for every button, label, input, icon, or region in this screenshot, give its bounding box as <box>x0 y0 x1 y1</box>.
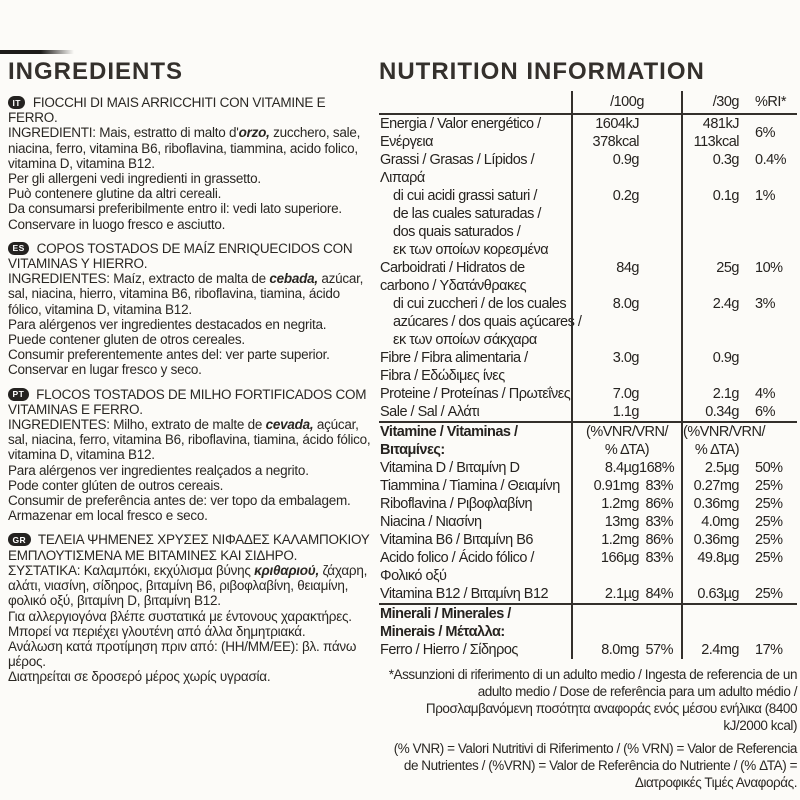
row-label-line: Minerais / Μέταλλα: <box>380 624 505 640</box>
nutrition-footnotes <box>379 666 797 791</box>
product-name-line <box>8 387 376 417</box>
cell-per100 <box>571 641 683 659</box>
percent-vnr-per100: 83% <box>645 550 673 566</box>
cell-per30 <box>683 513 751 531</box>
percent-vnr-per100 <box>639 385 681 403</box>
row-label-line: Fibra / Εδώδιμες ίνες <box>380 368 505 384</box>
nutrition-panel <box>379 58 797 797</box>
language-badge: ES <box>8 242 29 255</box>
cell-ri: 25% <box>755 532 783 548</box>
value-line: 481kJ <box>702 116 739 132</box>
row-label-line: Λιπαρά <box>380 170 425 186</box>
vitamin-row <box>379 459 797 477</box>
unit-line: (%VNR/VRN/ <box>683 424 766 440</box>
value-line: 84g <box>616 260 639 276</box>
value-per100 <box>573 531 639 549</box>
value-line: 1.1g <box>612 404 639 420</box>
row-label <box>379 187 571 259</box>
allergen-word: cebada, <box>269 271 318 287</box>
ingredients-section <box>8 95 376 232</box>
value-per100 <box>573 477 639 495</box>
product-name-text: FIOCCHI DI MAIS ARRICCHITI CON VITAMINE E FERRO. <box>8 95 326 126</box>
language-badge: GR <box>8 533 31 546</box>
cell-ri: 25% <box>755 514 783 530</box>
ingredients-sections <box>8 95 376 685</box>
row-label <box>379 549 571 585</box>
cell-ri: 25% <box>755 586 783 602</box>
value-line: 0.2g <box>612 188 639 204</box>
cell-per100 <box>571 349 683 385</box>
cell-per30 <box>683 585 751 603</box>
value-line: 0.34g <box>705 404 739 420</box>
row-label-line: Carboidrati / Hidratos de <box>380 260 525 276</box>
cell-per100 <box>571 549 683 585</box>
row-label-line: dos quais saturados / <box>393 224 521 240</box>
ingredients-prefix: INGREDIENTES: Milho, extrato de malte de <box>8 417 266 433</box>
cell-per100 <box>571 151 683 187</box>
language-badge: PT <box>8 388 29 401</box>
unit-line: % ΔΤΑ) <box>694 442 740 458</box>
cell-per30 <box>683 549 751 585</box>
cell-per100 <box>571 459 683 477</box>
value-line: 2.1g <box>712 386 739 402</box>
value-line: 0.36mg <box>693 532 739 548</box>
cell-ri: 25% <box>755 550 783 566</box>
allergen-word: κριθαριού, <box>254 562 319 578</box>
row-label <box>379 349 571 385</box>
note-line: Para alérgenos ver ingredientes realçados a negrito. <box>8 462 309 478</box>
row-label-line: carbono / Υδατάνθρακες <box>380 278 527 294</box>
row-label-line: Ενέργεια <box>380 134 433 150</box>
col-header-ri: %RI* <box>755 94 787 110</box>
cell-per100 <box>571 605 683 641</box>
value-per100 <box>573 641 639 659</box>
row-label <box>379 477 571 495</box>
row-label <box>379 295 582 349</box>
cell-ri: 6% <box>755 404 775 420</box>
percent-vnr-per100: 86% <box>645 496 673 512</box>
table-row <box>379 295 797 349</box>
vitamin-row <box>379 549 797 585</box>
value-line: 25g <box>716 260 739 276</box>
note-line: Μπορεί να περιέχει γλουτένη από άλλα δημητριακά. <box>8 623 306 639</box>
col-header-per100 <box>571 91 683 113</box>
minerals-header-row <box>379 603 797 641</box>
product-name-text: COPOS TOSTADOS DE MAÍZ ENRIQUECIDOS CON VITAMINAS Y HIERRO. <box>8 240 353 272</box>
value-line: 0.1g <box>712 188 739 204</box>
cell-per100 <box>571 115 683 151</box>
row-label <box>379 513 571 531</box>
cell-per30 <box>683 187 751 259</box>
row-label <box>379 259 571 295</box>
value-line: 3.0g <box>612 350 639 366</box>
row-label-line: Fibre / Fibra alimentaria / <box>380 350 528 366</box>
row-label-line: Vitamine / Vitaminas / <box>380 424 518 440</box>
percent-vnr-per100 <box>639 259 681 295</box>
cell-per100 <box>571 423 683 459</box>
value-per100 <box>573 549 639 585</box>
col-header-text: /100g <box>610 94 644 110</box>
footnote-reference-intake: *Assunzioni di riferimento di un adulto medio / Ingesta de referencia de un adulto medio / Dose de referência para um adulto médio / Προσλαμβανόμενη ποσότητα αναφοράς ενός μέσου ενήλικα (8400 kJ/2000 kcal) <box>388 667 797 733</box>
value-per100 <box>573 187 639 259</box>
row-label <box>379 459 571 477</box>
row-label-line: Βιταμίνες: <box>380 442 445 458</box>
ingredients-section <box>8 241 376 378</box>
note-line: Para alérgenos ver ingredientes destacados en negrita. <box>8 316 327 332</box>
cell-per100 <box>571 513 683 531</box>
ingredients-suffix: azúcar, sal, niacina, hierro, vitamina B6, riboflavina, tiamina, ácido fólico, vitamina D, vitamina B12. <box>8 271 364 317</box>
percent-vnr-per100: 83% <box>645 514 673 530</box>
vitamin-row <box>379 477 797 495</box>
cell-ri: 3% <box>755 296 775 312</box>
row-label-line: Vitamina B6 / Βιταμίνη B6 <box>380 532 533 548</box>
percent-vnr-per100: 83% <box>645 478 673 494</box>
value-line: 1604kJ <box>595 116 639 132</box>
nutrition-table <box>379 91 797 659</box>
value-line: 2.5µg <box>704 460 739 476</box>
ingredients-prefix: ΣΥΣΤΑΤΙΚΑ: Καλαμπόκι, εκχύλισμα βύνης <box>8 562 255 578</box>
product-name-line <box>8 241 376 271</box>
header-spacer <box>379 91 571 113</box>
cell-ri: 0.4% <box>755 152 787 168</box>
row-label-line: Proteine / Proteínas / Πρωτεΐνες <box>380 386 571 402</box>
product-name-text: FLOCOS TOSTADOS DE MILHO FORTIFICADOS COM VITAMINAS E FERRO. <box>8 386 367 417</box>
cell-per30 <box>683 605 751 641</box>
cell-per100 <box>571 495 683 513</box>
cell-ri: 1% <box>755 188 775 204</box>
cell-ri <box>751 423 796 459</box>
product-name-text: ΤΕΛΕΙΑ ΨΗΜΕΝΕΣ ΧΡΥΣΕΣ ΝΙΦΑΔΕΣ ΚΑΛΑΜΠΟΚΙΟΥ ΕΜΠΛΟΥΤΙΣΜΕΝΑ ΜΕ ΒΙΤΑΜΙΝΕΣ ΚΑΙ ΣΙΔΗΡΟ. <box>8 532 370 563</box>
value-line: 0.36mg <box>693 496 739 512</box>
percent-vnr-per100 <box>639 349 681 385</box>
row-label <box>379 531 571 549</box>
row-label-line: εκ των οποίων σάκχαρα <box>393 332 537 348</box>
table-row <box>379 385 797 403</box>
value-line: 0.9g <box>612 152 639 168</box>
percent-vnr-per100 <box>639 187 681 259</box>
row-label <box>379 385 571 403</box>
cell-per100 <box>571 585 683 603</box>
row-label-line: Φολικό οξύ <box>380 568 447 584</box>
ingredients-title: INGREDIENTS <box>8 58 184 85</box>
cell-per100 <box>571 259 683 295</box>
product-name-line <box>8 532 376 562</box>
table-header-row <box>379 91 797 115</box>
value-per100 <box>573 151 639 187</box>
value-line: 8.4µg <box>604 460 639 476</box>
cell-per100 <box>571 295 683 349</box>
row-label <box>379 605 571 641</box>
ingredients-prefix: INGREDIENTES: Maíz, extracto de malta de <box>8 271 270 287</box>
value-per100 <box>573 385 639 403</box>
table-row <box>379 403 797 421</box>
unit-header-per100 <box>573 423 681 459</box>
vitamin-row <box>379 513 797 531</box>
nutrition-title: NUTRITION INFORMATION <box>379 58 705 85</box>
value-line: 8.0g <box>612 296 639 312</box>
percent-vnr-per100: 86% <box>645 532 673 548</box>
value-per100 <box>573 495 639 513</box>
value-per100 <box>573 403 639 421</box>
vitamins-header-row <box>379 421 797 459</box>
cell-ri <box>751 349 796 385</box>
cell-per30 <box>683 295 751 349</box>
vitamin-row <box>379 531 797 549</box>
table-row <box>379 151 797 187</box>
row-label-line: azúcares / dos quais açúcares / <box>393 314 582 330</box>
unit-line: % ΔΤΑ) <box>604 442 650 458</box>
row-label <box>379 495 571 513</box>
footnote-vnr-definition: (% VNR) = Valori Nutritivi di Riferimento / (% VRN) = Valor de Referencia de Nutrientes / (%VRN) = Valor de Referência do Nutriente / (% ΔΤΑ) = Διατροφικές Τιμές Αναφοράς. <box>393 741 797 790</box>
row-label-line: Ferro / Hierro / Σίδηρος <box>380 642 518 658</box>
cell-ri: 50% <box>755 460 783 476</box>
value-per100 <box>573 349 639 385</box>
ingredients-list-line <box>8 417 376 463</box>
note-line: Puede contener gluten de otros cereales. <box>8 332 245 348</box>
value-line: 0.63µg <box>697 586 739 602</box>
row-label-line: Minerali / Minerales / <box>380 606 511 622</box>
row-label-line: di cui zuccheri / de los cuales <box>393 296 567 312</box>
row-label <box>379 585 571 603</box>
value-line: 7.0g <box>612 386 639 402</box>
note-line: Conservar en lugar fresco y seco. <box>8 362 202 378</box>
row-label-line: Sale / Sal / Αλάτι <box>380 404 480 420</box>
col-header-per30: /30g <box>712 94 739 110</box>
row-label <box>379 403 571 421</box>
value-line: 113kcal <box>693 134 739 150</box>
cell-per30 <box>683 385 751 403</box>
value-per100 <box>573 115 639 151</box>
ingredients-panel <box>8 58 376 694</box>
row-label-line: Acido folico / Ácido fólico / <box>380 550 534 566</box>
ingredients-section <box>8 387 376 524</box>
cell-per100 <box>571 477 683 495</box>
row-label <box>379 151 571 187</box>
note-line: Da consumarsi preferibilmente entro il: vedi lato superiore. <box>8 201 342 217</box>
value-per100 <box>573 513 639 531</box>
cell-per30 <box>683 403 751 421</box>
cell-per30 <box>683 259 751 295</box>
product-name-line <box>8 95 376 125</box>
ingredients-suffix: zucchero, sale, niacina, ferro, vitamina B6, riboflavina, tiammina, acido folico, vitamina D, vitamina B12. <box>8 125 361 171</box>
cell-ri: 6% <box>755 125 775 141</box>
value-line: 0.27mg <box>693 478 739 494</box>
value-line: 378kcal <box>592 134 639 150</box>
note-line: Armazenar em local fresco e seco. <box>8 508 208 524</box>
percent-vnr-per100 <box>639 295 681 349</box>
cell-ri: 10% <box>755 260 783 276</box>
value-line: 13mg <box>604 514 639 530</box>
value-line: 2.4g <box>712 296 739 312</box>
top-left-rule <box>0 50 74 54</box>
value-line: 2.1µg <box>604 586 639 602</box>
cell-per100 <box>571 187 683 259</box>
allergen-word: cevada, <box>265 417 314 433</box>
row-label-line: Tiammina / Tiamina / Θειαμίνη <box>380 478 560 494</box>
table-row <box>379 259 797 295</box>
cell-per100 <box>571 403 683 421</box>
cell-ri: 4% <box>755 386 775 402</box>
percent-vnr-per100 <box>639 403 681 421</box>
value-line: 1.2mg <box>601 532 639 548</box>
note-line: Consumir preferentemente antes del: ver parte superior. <box>8 347 330 363</box>
ingredients-list-line <box>8 125 376 171</box>
ingredients-list-line <box>8 563 376 609</box>
percent-vnr-per100: 84% <box>645 586 673 602</box>
value-line: 0.3g <box>712 152 739 168</box>
unit-header-per100 <box>573 605 681 641</box>
note-line: Consumir de preferência antes de: ver topo da embalagem. <box>8 493 351 509</box>
table-row <box>379 349 797 385</box>
row-label-line: Vitamina D / Βιταμίνη D <box>380 460 520 476</box>
row-label <box>379 115 571 151</box>
value-line: 0.91mg <box>593 478 639 494</box>
row-label-line: εκ των οποίων κορεσμένα <box>393 242 549 258</box>
percent-vnr-per100 <box>639 115 681 151</box>
value-line: 8.0mg <box>601 642 639 658</box>
value-line: 1.2mg <box>601 496 639 512</box>
value-per100 <box>573 459 639 477</box>
cell-ri: 17% <box>755 642 783 658</box>
value-line: 4.0mg <box>701 514 739 530</box>
value-line: 166µg <box>600 550 639 566</box>
note-line: Può contenere glutine da altri cereali. <box>8 186 222 202</box>
ingredients-suffix: ζάχαρη, αλάτι, νιασίνη, σίδηρος, βιταμίνη B6, ριβοφλαβίνη, θειαμίνη, φολικό οξύ, βιταμίνη D, βιταμίνη B12. <box>8 562 368 609</box>
note-line: Για αλλεργιογόνα βλέπε συστατικά με έντονους χαρακτήρες. <box>8 608 352 624</box>
vitamin-row <box>379 495 797 513</box>
note-line: Conservare in luogo fresco e asciutto. <box>8 216 226 232</box>
row-label-line: Niacina / Νιασίνη <box>380 514 482 530</box>
cell-per30 <box>683 641 751 659</box>
allergen-word: orzo, <box>238 125 270 141</box>
value-per100 <box>573 295 639 349</box>
table-row <box>379 187 797 259</box>
cell-ri <box>751 605 796 641</box>
row-label <box>379 423 571 459</box>
cell-per30 <box>683 459 751 477</box>
row-label <box>379 641 571 659</box>
vitamin-row <box>379 585 797 603</box>
row-label-line: de las cuales saturadas / <box>393 206 541 222</box>
cell-ri: 25% <box>755 478 783 494</box>
value-line: 49.8µg <box>697 550 739 566</box>
row-label-line: Grassi / Grasas / Lípidos / <box>380 152 535 168</box>
value-line: 2.4mg <box>701 642 739 658</box>
mineral-row <box>379 641 797 659</box>
cell-per30 <box>683 349 751 385</box>
cell-per30 <box>683 495 751 513</box>
table-row <box>379 115 797 151</box>
note-line: Διατηρείται σε δροσερό μέρος χωρίς υγρασία. <box>8 669 271 685</box>
percent-vnr-per100: 168% <box>639 460 675 476</box>
percent-vnr-per100 <box>639 151 681 187</box>
cell-per100 <box>571 531 683 549</box>
ingredients-suffix: açúcar, sal, niacina, ferro, vitamina B6, riboflavina, tiamina, ácido fólico, vitamina D, vitamina B12. <box>8 417 371 463</box>
ingredients-list-line <box>8 271 376 317</box>
value-per100 <box>573 585 639 603</box>
cell-per30 <box>683 115 751 151</box>
ingredients-prefix: INGREDIENTI: Mais, estratto di malto d' <box>8 125 239 141</box>
row-label-line: Energia / Valor energético / <box>380 116 541 132</box>
cell-ri: 25% <box>755 496 783 512</box>
cell-per30 <box>683 151 751 187</box>
unit-header-per30 <box>683 423 766 459</box>
percent-vnr-per100: 57% <box>645 642 673 658</box>
value-line: 0.9g <box>712 350 739 366</box>
cell-per100 <box>571 385 683 403</box>
cell-per30 <box>683 423 766 459</box>
value-per100 <box>573 259 639 295</box>
unit-line: (%VNR/VRN/ <box>585 424 668 440</box>
cell-per30 <box>683 477 751 495</box>
note-line: Pode conter glúten de outros cereais. <box>8 477 224 493</box>
language-badge: IT <box>8 96 25 109</box>
row-label-line: Riboflavina / Ριβοφλαβίνη <box>380 496 533 512</box>
note-line: Ανάλωση κατά προτίμηση πριν από: (ΗΗ/ΜΜ/ΕΕ): βλ. πάνω μέρος. <box>8 638 357 670</box>
ingredients-section <box>8 532 376 684</box>
row-label-line: Vitamina B12 / Βιταμίνη B12 <box>380 586 549 602</box>
cell-per30 <box>683 531 751 549</box>
row-label-line: di cui acidi grassi saturi / <box>393 188 537 204</box>
note-line: Per gli allergeni vedi ingredienti in grassetto. <box>8 171 261 187</box>
